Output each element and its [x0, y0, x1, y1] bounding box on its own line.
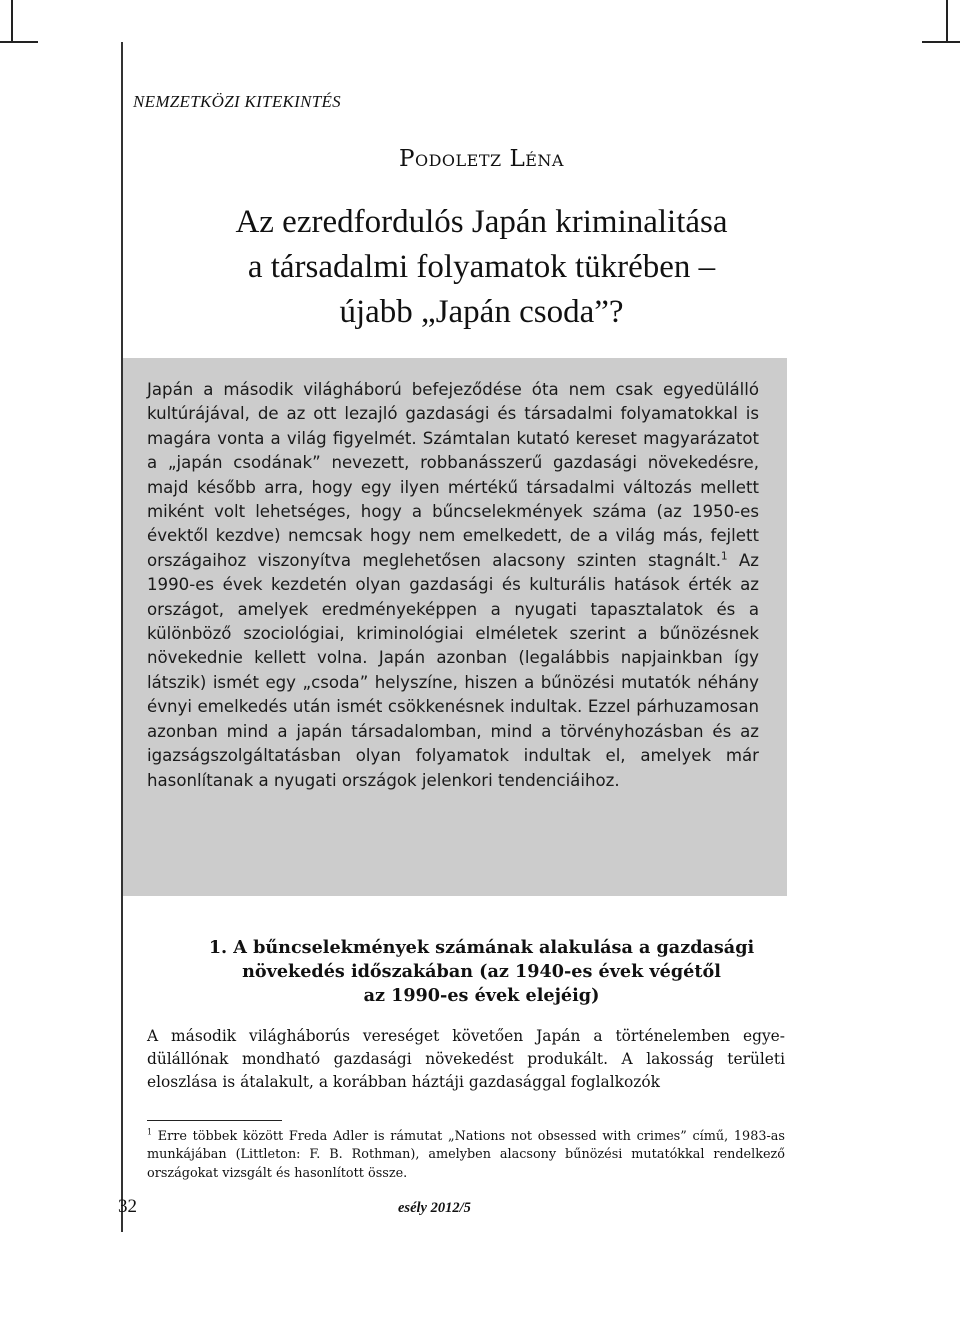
article-title [123, 200, 840, 335]
heading-line: az 1990-es évek elejéig) [363, 985, 600, 1006]
crop-mark-top-left-horizontal [0, 41, 38, 43]
crop-mark-top-right-vertical [946, 0, 948, 42]
page-number: 32 [118, 1196, 137, 1217]
section-label: NEMZETKÖZI KITEKINTÉS [133, 92, 341, 111]
footnote-number: 1 [147, 1127, 153, 1137]
author-name: Podoletz Léna [399, 146, 564, 172]
heading-line: 1. A bűncselekmények számának alakulása a gazdasági [208, 937, 755, 958]
section-heading [123, 936, 840, 1008]
title-line: Az ezredfordulós Japán kriminalitása [235, 204, 728, 240]
footnote-reference[interactable]: 1 [720, 550, 728, 563]
footnote-text: Erre többek között Freda Adler is rámutat „Nations not obsessed with crimes” című, 1983-as munkájában (Littleton: F. B. Rothman), amelyben alacsony bűnözési mutatókkal rendelkező országokat vizsgált és hasonlított össze. [147, 1129, 785, 1181]
body-paragraph: A második világháborús vereséget követően Japán a történelemben egyedülállónak mondható gazdasági növekedést produkált. A lakosság területi eloszlása is átalakult, a korábban háztáji gazdasággal foglalkozók [147, 1027, 785, 1091]
journal-footer: esély 2012/5 [398, 1200, 471, 1216]
footnote-separator [147, 1120, 282, 1121]
heading-line: növekedés időszakában (az 1940-es évek végétől [242, 961, 721, 982]
abstract-text-part: Japán a második világháború befejeződése óta nem csak egyedülálló kultúrájával, de az ott lezajló gazdasági és társadalmi folyamatokkal is magára vonta a világ figyelmét. Számtalan kutató kereset magyarázatot a „japán csodának” nevezett, robbanásszerű gazdasági növekedésre, majd később arra, hogy egy ilyen mértékű társadalmi változás mellett miként volt lehetséges, hogy a bűncselekmények száma (az 1950-es évektől kezdve) nemcsak hogy nem emelkedett, de a világ más, fejlett országaihoz viszonyítva meglehetősen alacsony szinten stagnált. [147, 380, 759, 570]
abstract-text [147, 378, 759, 793]
crop-mark-top-left-vertical [11, 0, 13, 42]
footnote [147, 1128, 785, 1183]
title-line: újabb „Japán csoda”? [339, 294, 624, 330]
abstract-text-part: Az 1990-es évek kezdetén olyan gazdasági és kulturális hatások érték az országot, amelyek eredményeképpen a nyugati tapasztalatok és a különböző szociológiai, kriminológiai elméletek szerint a bűnözésnek növekednie kellett volna. Japán azonban (legalábbis napjainkban így látszik) ismét egy „csoda” helyszíne, hiszen a bűnözési mutatók néhány évnyi emelkedés után ismét csökkenésnek indultak. Ezzel párhuzamosan azonban mind a japán társadalomban, mind a törvényhozásban és az igazságszolgáltatásban olyan folyamatok indultak el, amelyek már hasonlítanak a nyugati országok jelenkori tendenciáihoz. [147, 550, 759, 790]
title-line: a társadalmi folyamatok tükrében – [247, 249, 716, 285]
crop-mark-top-right-horizontal [922, 41, 960, 43]
